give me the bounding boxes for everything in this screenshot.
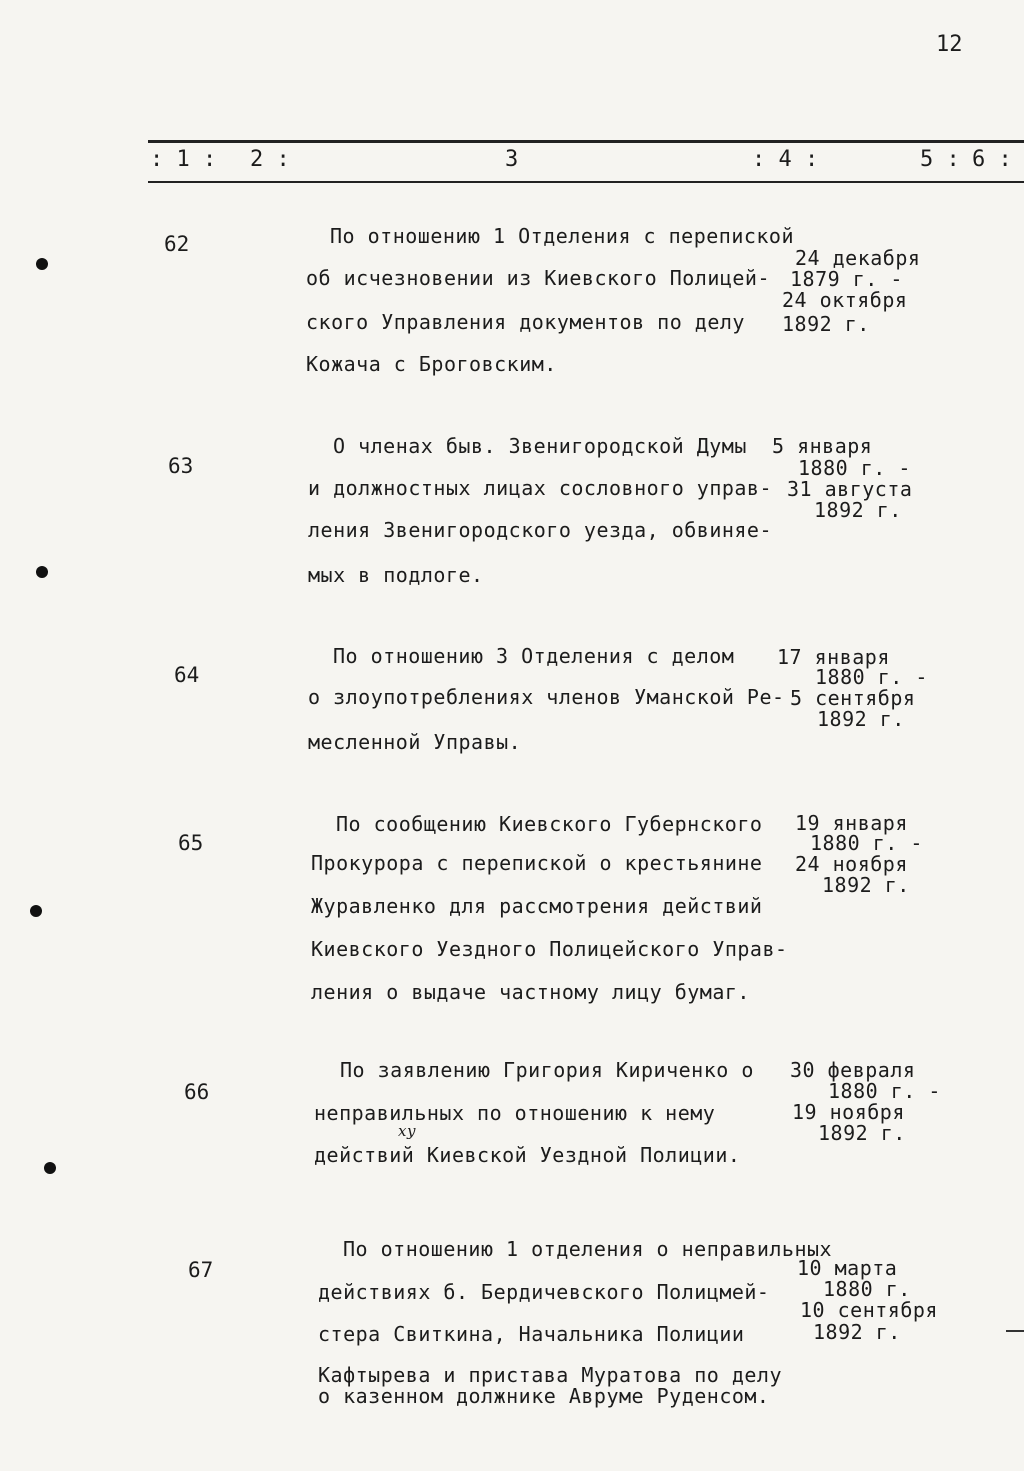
date-end-year: 1892 г. — [822, 873, 910, 897]
date-start: 30 февраля — [790, 1058, 916, 1082]
binder-hole-mark — [30, 905, 42, 917]
entry-text-line: о казенном должнике Авруме Руденсом. — [318, 1384, 770, 1408]
date-start: 24 декабря — [795, 246, 921, 270]
column-header-5: 5 : — [920, 147, 960, 172]
table-header-top-rule — [148, 140, 1024, 143]
entry-text-line: ления Звенигородского уезда, обвиняе- — [308, 518, 773, 542]
entry-text-line: По отношению 3 Отделения с делом — [333, 644, 735, 668]
date-start: 10 марта — [797, 1256, 898, 1280]
date-end-year: 1892 г. — [813, 1320, 901, 1344]
entry-text-line: стера Свиткина, Начальника Полиции — [318, 1322, 745, 1346]
entry-text-line: Киевского Уездного Полицейского Управ- — [311, 937, 788, 961]
date-start-year: 1880 г. — [823, 1277, 911, 1301]
entry-number: 64 — [174, 663, 200, 687]
date-start: 19 января — [795, 811, 908, 835]
entry-text-line: По сообщению Киевского Губернского — [336, 812, 763, 836]
date-end-year: 1892 г. — [818, 1121, 906, 1145]
entry-number: 66 — [184, 1080, 210, 1104]
entry-text-line: О членах быв. Звенигородской Думы — [333, 434, 747, 458]
entry-number: 67 — [188, 1258, 214, 1282]
entry-text-line: Журавленко для рассмотрения действий — [311, 894, 763, 918]
date-start-year: 1880 г. - — [828, 1079, 941, 1103]
date-start-year: 1880 г. - — [798, 456, 911, 480]
column-header-1: : 1 : — [150, 147, 217, 172]
date-start-year: 1879 г. - — [790, 267, 903, 291]
entry-text-line: мых в подлоге. — [308, 563, 484, 587]
entry-text-line: об исчезновении из Киевского Полицей- — [306, 266, 771, 290]
entry-text-line: Кожача с Броговским. — [306, 352, 557, 376]
date-end: 31 августа — [787, 477, 913, 501]
entry-text-line: действиях б. Бердичевского Полицмей- — [318, 1280, 770, 1304]
date-end-year: 1892 г. — [782, 312, 870, 336]
entry-text-line: По отношению 1 отделения о неправильных — [343, 1237, 833, 1261]
margin-mark — [1006, 1330, 1024, 1332]
date-end: 10 сентября — [800, 1298, 938, 1322]
entry-number: 62 — [164, 232, 190, 256]
entry-text-line: По отношению 1 Отделения с перепиской — [330, 224, 795, 248]
entry-text-line: ского Управления документов по делу — [306, 310, 745, 334]
entry-text-line: о злоупотреблениях членов Уманской Ре- — [308, 685, 785, 709]
binder-hole-mark — [36, 566, 48, 578]
date-end-year: 1892 г. — [817, 707, 905, 731]
entry-number: 65 — [178, 831, 204, 855]
entry-number: 63 — [168, 454, 194, 478]
date-end: 5 сентября — [790, 686, 916, 710]
entry-text-line: и должностных лицах сословного управ- — [308, 476, 773, 500]
column-header-3: 3 — [505, 147, 519, 172]
column-header-2: 2 : — [250, 147, 290, 172]
date-end: 24 ноября — [795, 852, 908, 876]
page-number: 12 — [936, 32, 963, 57]
entry-text-line: Кафтырева и пристава Муратова по делу — [318, 1363, 783, 1387]
date-start: 17 января — [777, 645, 890, 669]
date-end: 24 октября — [782, 288, 908, 312]
handwritten-correction: ху — [398, 1122, 417, 1140]
entry-text-line: ления о выдаче частному лицу бумаг. — [311, 980, 750, 1004]
binder-hole-mark — [44, 1162, 56, 1174]
binder-hole-mark — [36, 258, 48, 270]
entry-text-line: неправильных по отношению к нему — [314, 1101, 716, 1125]
entry-text-line: действий Киевской Уездной Полиции. — [314, 1143, 741, 1167]
date-end: 19 ноября — [792, 1100, 905, 1124]
date-start-year: 1880 г. - — [810, 831, 923, 855]
entry-text-line: Прокурора с перепиской о крестьянине — [311, 851, 763, 875]
table-header-bottom-rule — [148, 181, 1024, 183]
date-start-year: 1880 г. - — [815, 665, 928, 689]
entry-text-line: По заявлению Григория Кириченко о — [340, 1058, 754, 1082]
date-end-year: 1892 г. — [814, 498, 902, 522]
column-header-6: 6 : — [972, 147, 1012, 172]
date-start: 5 января — [772, 434, 873, 458]
column-header-4: : 4 : — [752, 147, 819, 172]
entry-text-line: месленной Управы. — [308, 730, 522, 754]
